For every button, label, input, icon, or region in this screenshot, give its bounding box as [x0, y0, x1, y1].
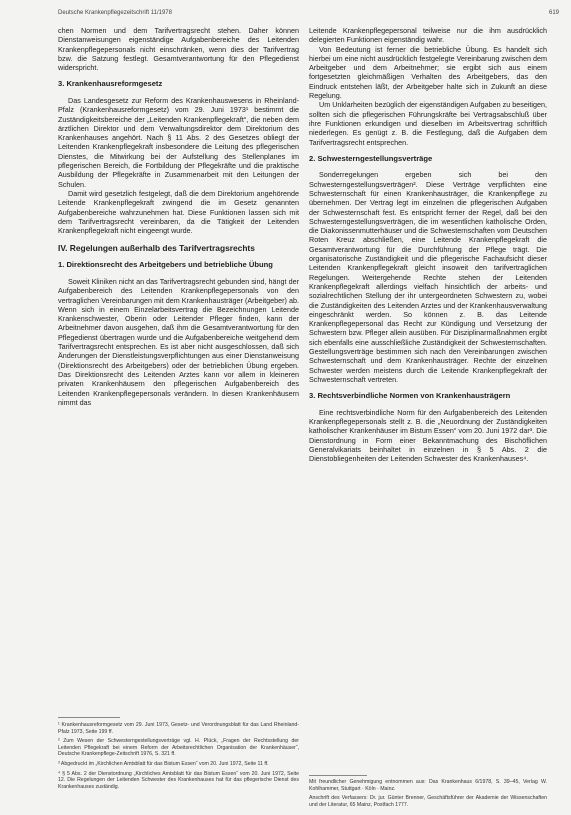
author-address: Anschrift des Verfassers: Dr. jur. Günter Brenner, Geschäftsführer der Akademie der Wissenschaften und der Literatur, 65 Mainz, Postfach 1777. — [309, 795, 547, 808]
footnote: ² Zum Wesen der Schwesterngestellungsverträge vgl. H. Plück, „Fragen der Rechtsstellung der Leitenden Pflegekraft bei einem Reform der Arbeitsrechtlichen Organisation der Krankenhäuser“, Deutsche Krankenpflege-Zeitschrift 1976, S. 321 ff. — [58, 738, 299, 758]
paragraph: Damit wird gesetzlich festgelegt, daß die dem Direktorium angehörende Leitende Krankenpflegekraft zwingend die im Gesetz genannten Aufgabenbereiche wahrzunehmen hat. Diese Funktionen lassen sich mit dem Tarifvertragsrecht vereinbaren, da die Tätigkeit der Leitenden Krankenpflegekraft nicht eingeengt wurde. — [58, 188, 299, 236]
section-heading: 2. Schwesterngestellungsverträge — [309, 153, 433, 163]
running-header: Deutsche Krankenpflegezeitschrift 11/1978 — [58, 10, 172, 16]
paragraph: Soweit Kliniken nicht an das Tarifvertragsrecht gebunden sind, hängt der Aufgabenbereich des Leitenden Krankenpflegepersonals von den vertraglichen Vereinbarungen mit dem Krankenhausträger (Arbeitgeber) ab. Wenn sich in einem Einzelarbeitsvertrag die Bezeichnungen Leitende Krankenschwester, Oberin oder Leitender Pfleger finden, kann der Arbeitnehmer davon ausgehen, daß ihm die Gesamtverantwortung für den Pflegedienst übertragen wurde und die Aufgabenbereiche weitgehend dem Tarifvertragsrecht entsprechen. Es ist aber nicht ausgeschlossen, daß sich Änderungen der Dienstleistungsverpflichtungen aus einer Dienstanweisung (Direktionsrecht des Arbeitgebers) oder der betrieblichen Übung ergeben. Das Direktionsrecht des Leitenden Arztes kann vor allem in kleineren privaten Krankenhäusern den pflegerischen Aufgabenbereich des Leitenden Krankenpflegepersonals verändern. In diesen Krankenhäusern nimmt das — [58, 276, 299, 407]
footnote-divider — [309, 775, 367, 776]
footnote-divider — [58, 717, 120, 718]
footnotes-left — [58, 722, 299, 793]
chapter-heading: IV. Regelungen außerhalb des Tarifvertragsrechts — [58, 243, 255, 254]
section-heading: 3. Krankenhausreformgesetz — [58, 79, 163, 89]
footnote: ⁴ § 5 Abs. 2 der Dienstordnung „Kirchliches Amtsblatt für das Bistum Essen“ vom 20. Juni 1972, Seite 12. Die Regelungen der Leitenden Schwester des Krankenhauses hat für das pflegerische Dienst des Krankenhauses zuständig. — [58, 770, 299, 790]
source-note: Mit freundlicher Genehmigung entnommen aus: Das Krankenhaus 6/1978, S. 39–45, Verlag W. Kohlhammer, Stuttgart · Köln · Mainz. — [309, 779, 547, 792]
left-column — [58, 26, 299, 407]
paragraph: Leitende Krankenpflegepersonal teilweise nur die ihm ausdrücklich delegierten Funktionen eigenständig wahr. — [309, 26, 547, 45]
section-heading: 3. Rechtsverbindliche Normen von Krankenhausträgern — [309, 391, 511, 401]
paragraph: chen Normen und dem Tarifvertragsrecht stehen. Daher können Dienstanweisungen eigenständige Aufgabenbereiche des Leitenden Krankenpflegepersonals nicht einschränken, wenn dies der Tarifvertrag bzw. die Satzung festlegt. Gesamtverantwortung für den Pflegedienst widerspricht. — [58, 26, 299, 73]
section-heading: 1. Direktionsrecht des Arbeitgebers und betriebliche Übung — [58, 260, 273, 270]
footnotes-right — [309, 779, 547, 811]
right-column — [309, 26, 547, 463]
paragraph: Eine rechtsverbindliche Norm für den Aufgabenbereich des Leitenden Krankenpflegepersonals stellt z. B. die „Neuordnung der Zuständigkeiten katholischer Krankenhäuser im Bistum Essen“ vom 20. Juni 1972 dar³. Die Dienstordnung in Form einer Bekanntmachung des Bischöflichen Generalvikariats beinhaltet in einzelnen in § 5 Abs. 2 die Dienstobliegenheiten der Leitenden Schwester des Krankenhauses⁴. — [309, 407, 547, 464]
paragraph: Das Landesgesetz zur Reform des Krankenhauswesens in Rheinland-Pfalz (Krankenhausreformgesetz) vom 29. Juni 1973¹ bestimmt die Zuständigkeitsbereiche der „Leitenden Krankenpflegekraft“, die neben dem ärztlichen Direktor und dem Verwaltungsdirektor dem Direktorium des Krankenhauses angehört. Nach § 11 Abs. 2 des Gesetzes obliegt der Leitenden Krankenpflegekraft insbesondere die Leitung des pflegerischen Dienstes, die Mitwirkung bei der Aufstellung des Stellenplanes im pflegerischen Bereich, die Fortbildung der Pflegekräfte und die praktische Ausbildung der Pflegekräfte in Zusammenarbeit mit den Leitungen der Schulen. — [58, 95, 299, 189]
paragraph: Um Unklarheiten bezüglich der eigenständigen Aufgaben zu beseitigen, sollten sich die pflegerischen Führungskräfte bei Vertragsabschluß über ihre Funktionen erkundigen und dieselben im Arbeitsvertrag schriftlich niederlegen. Es genügt z. B. die Festlegung, daß die Aufgaben dem Tarifvertragsrecht entsprechen. — [309, 100, 547, 147]
page-number: 619 — [548, 10, 559, 16]
paragraph: Von Bedeutung ist ferner die betriebliche Übung. Es handelt sich hierbei um eine nicht ausdrücklich festgelegte Vereinbarung zwischen dem Arbeitgeber und dem Arbeitnehmer; sie ergibt sich aus einem fortgesetzten gleichmäßigen Verhalten des Arbeitgebers, das den Eindruck entstehen läßt, der Arbeitgeber halte sich in Zukunft an diese Regelung. — [309, 44, 547, 101]
paragraph: Sonderregelungen ergeben sich bei den Schwesterngestellungsverträgen². Diese Verträge verpflichten eine Schwesternschaft für einen Krankenhausträger, die Krankenpflege zu übernehmen. Der Vertrag legt im einzelnen die pflegerischen Aufgaben der Schwesternschaft fest. Es entspricht ferner der Regel, daß bei den Schwesterngestellungsverträgen, die im wesentlichen katholische Orden, die Diakonissenmutterhäuser und die Schwesternschaften vom Deutschen Roten Kreuz abschließen, eine Leitende Krankenpflegekraft die Gesamtverantwortung für die Durchführung der Pflege trägt. Die organisatorische Zuständigkeit und die pflegerische Fachaufsicht dieser Leitenden Krankenpflegekraft gleicht insoweit den tarifvertraglichen Regelungen. Weitergehende Rechte stehen der Leitenden Krankenpflegekraft allerdings vielfach hinsichtlich der arbeits- und sozialrechtlichen Stellung der ihr untergeordneten Schwestern zu, wobei die Zuständigkeiten des Leitenden Arztes und der Krankenhausverwaltung eingeschränkt werden. So können z. B. das Leitende Krankenpflegepersonal das Recht zur Kündigung und Versetzung der Schwestern bzw. Pfleger allein ausüben. Für Disziplinarmaßnahmen ergibt sich ebenfalls eine ausschließliche Zuständigkeit der Schwesternschaften. Gestellungsverträge bestimmen sich nach den Vereinbarungen zwischen Schwesternschaft und dem Krankenhausträger. Rechte der einzelnen Schwester werden meistens durch die Leitende Krankenpflegekraft der Schwesternschaft vertreten. — [309, 170, 547, 384]
footnote: ¹ Krankenhausreformgesetz vom 29. Juni 1973, Gesetz- und Verordnungsblatt für das Land Rheinland-Pfalz 1973, Seite 199 ff. — [58, 722, 299, 735]
footnote: ³ Abgedruckt im „Kirchlichen Amtsblatt für das Bistum Essen“ vom 20. Juni 1972, Seite 11 ff. — [58, 760, 269, 767]
